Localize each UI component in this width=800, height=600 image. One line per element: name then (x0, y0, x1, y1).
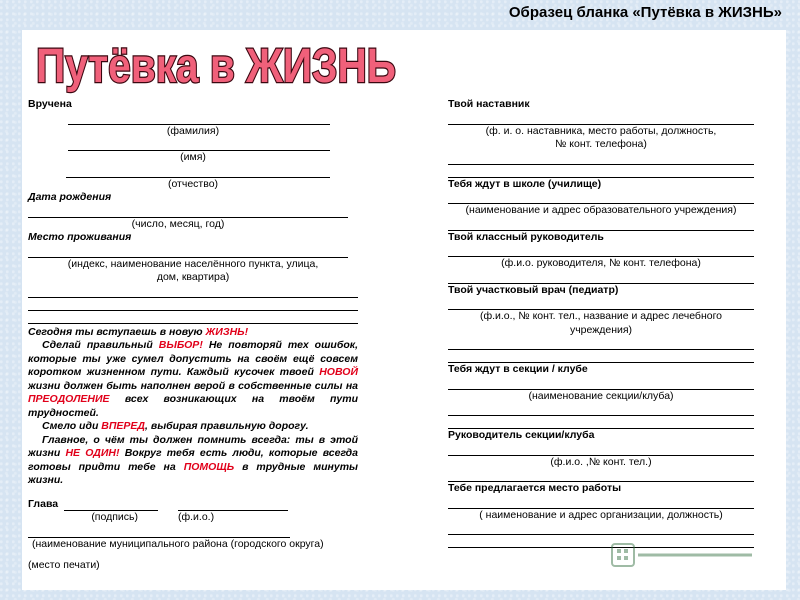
fio-line[interactable] (178, 498, 288, 511)
teacher-hint: (ф.и.о. руководителя, № конт. телефона) (501, 257, 701, 269)
birth-label: Дата рождения (28, 191, 112, 203)
section-head-line[interactable] (448, 443, 754, 456)
name-line[interactable] (68, 138, 330, 151)
section-head-label: Руководитель секции/клуба (448, 429, 595, 441)
residence-hint-1: (индекс, наименование населённого пункта, улица, (67, 257, 319, 270)
title-logo (30, 34, 410, 94)
residence-line-2[interactable] (28, 285, 358, 298)
form-title: Путёвка в ЖИЗНЬ (36, 40, 396, 93)
teacher-line[interactable] (448, 244, 754, 257)
residence-line-3[interactable] (28, 298, 358, 311)
section-line[interactable] (448, 377, 754, 390)
paragraph-1: Сегодня ты вступаешь в новую ЖИЗНЬ! (28, 325, 249, 338)
surname-hint: (фамилия) (166, 124, 220, 137)
residence-line-4[interactable] (28, 311, 358, 324)
doctor-line-2[interactable] (448, 337, 754, 350)
patronymic-hint: (отчество) (167, 177, 219, 190)
teacher-line-2[interactable] (448, 271, 754, 284)
residence-label: Место проживания (28, 231, 132, 243)
patronymic-line[interactable] (66, 165, 330, 178)
mentor-label: Твой наставник (448, 98, 530, 110)
section-head-hint: (ф.и.о. ,№ конт. тел.) (550, 455, 652, 468)
doctor-hint-2: учреждения) (569, 323, 633, 336)
stamp-hint: (место печати) (28, 559, 100, 571)
signature-hint: (подпись) (91, 511, 138, 523)
paragraph-4: Главное, о чём ты должен помнить всегда: ты в этой жизни НЕ ОДИН! Вокруг тебя есть люди, которые всегда готовы придти тебе на ПОМОЩЬ в трудные минуты жизни. (28, 433, 359, 486)
paragraph-3: Смело иди ВПЕРЕД, выбирая правильную дорогу. (42, 420, 309, 432)
section-line-2[interactable] (448, 403, 754, 416)
mentor-hint-1: (ф. и. о. наставника, место работы, должность, (485, 124, 717, 137)
right-column (448, 98, 754, 548)
surname-line[interactable] (68, 112, 330, 125)
job-line-2[interactable] (448, 522, 754, 535)
residence-hint-2: дом, квартира) (156, 271, 230, 283)
section-hint: (наименование секции/клуба) (528, 389, 674, 402)
doctor-line-3[interactable] (448, 350, 754, 363)
mentor-line-3[interactable] (448, 165, 754, 178)
school-line-2[interactable] (448, 218, 754, 231)
residence-line[interactable] (28, 245, 348, 258)
job-hint: ( наименование и адрес организации, должность) (479, 508, 723, 521)
left-column (28, 98, 358, 573)
job-line[interactable] (448, 496, 754, 509)
watermark-icon (606, 540, 756, 570)
school-hint: (наименование и адрес образовательного учреждения) (465, 204, 737, 216)
teacher-label: Твой классный руководитель (448, 230, 604, 243)
section-head-line-2[interactable] (448, 469, 754, 482)
name-hint: (имя) (180, 151, 206, 163)
birth-hint: (число, месяц, год) (131, 217, 225, 230)
form-sheet (22, 30, 786, 590)
head-signature-row (28, 498, 358, 512)
fio-hint: (ф.и.о.) (178, 511, 215, 523)
district-line[interactable] (28, 525, 290, 538)
signature-line[interactable] (64, 498, 158, 511)
section-line-3[interactable] (448, 416, 754, 429)
district-hint: (наименование муниципального района (городского округа) (32, 537, 324, 550)
job-label: Тебе предлагается место работы (448, 482, 622, 494)
paragraph-2: Сделай правильный ВЫБОР! Не повторяй тех ошибок, которые ты уже сумел допустить на своём ещё совсем коротком жизненном пути. Каждый кусочек твоей НОВОЙ жизни должен быть наполнен верой в собственные силы на ПРЕОДОЛЕНИЕ всех возникающих на твоём пути трудностей. (28, 339, 358, 419)
doctor-line[interactable] (448, 297, 754, 310)
mentor-hint-2: № конт. телефона) (555, 138, 647, 150)
section-label: Тебя ждут в секции / клубе (448, 363, 588, 375)
doctor-hint-1: (ф.и.о., № конт. тел., название и адрес лечебного (479, 310, 723, 322)
mentor-line-2[interactable] (448, 152, 754, 165)
issued-label: Вручена (28, 98, 72, 110)
doctor-label: Твой участковый врач (педиатр) (448, 283, 619, 296)
school-label: Тебя ждут в школе (училище) (448, 177, 602, 190)
school-line[interactable] (448, 191, 754, 204)
head-label: Глава (28, 497, 59, 510)
page-header-title: Образец бланка «Путёвка в ЖИЗНЬ» (508, 4, 782, 21)
mentor-line[interactable] (448, 112, 754, 125)
birth-line[interactable] (28, 205, 348, 218)
signature-hints (28, 511, 358, 525)
